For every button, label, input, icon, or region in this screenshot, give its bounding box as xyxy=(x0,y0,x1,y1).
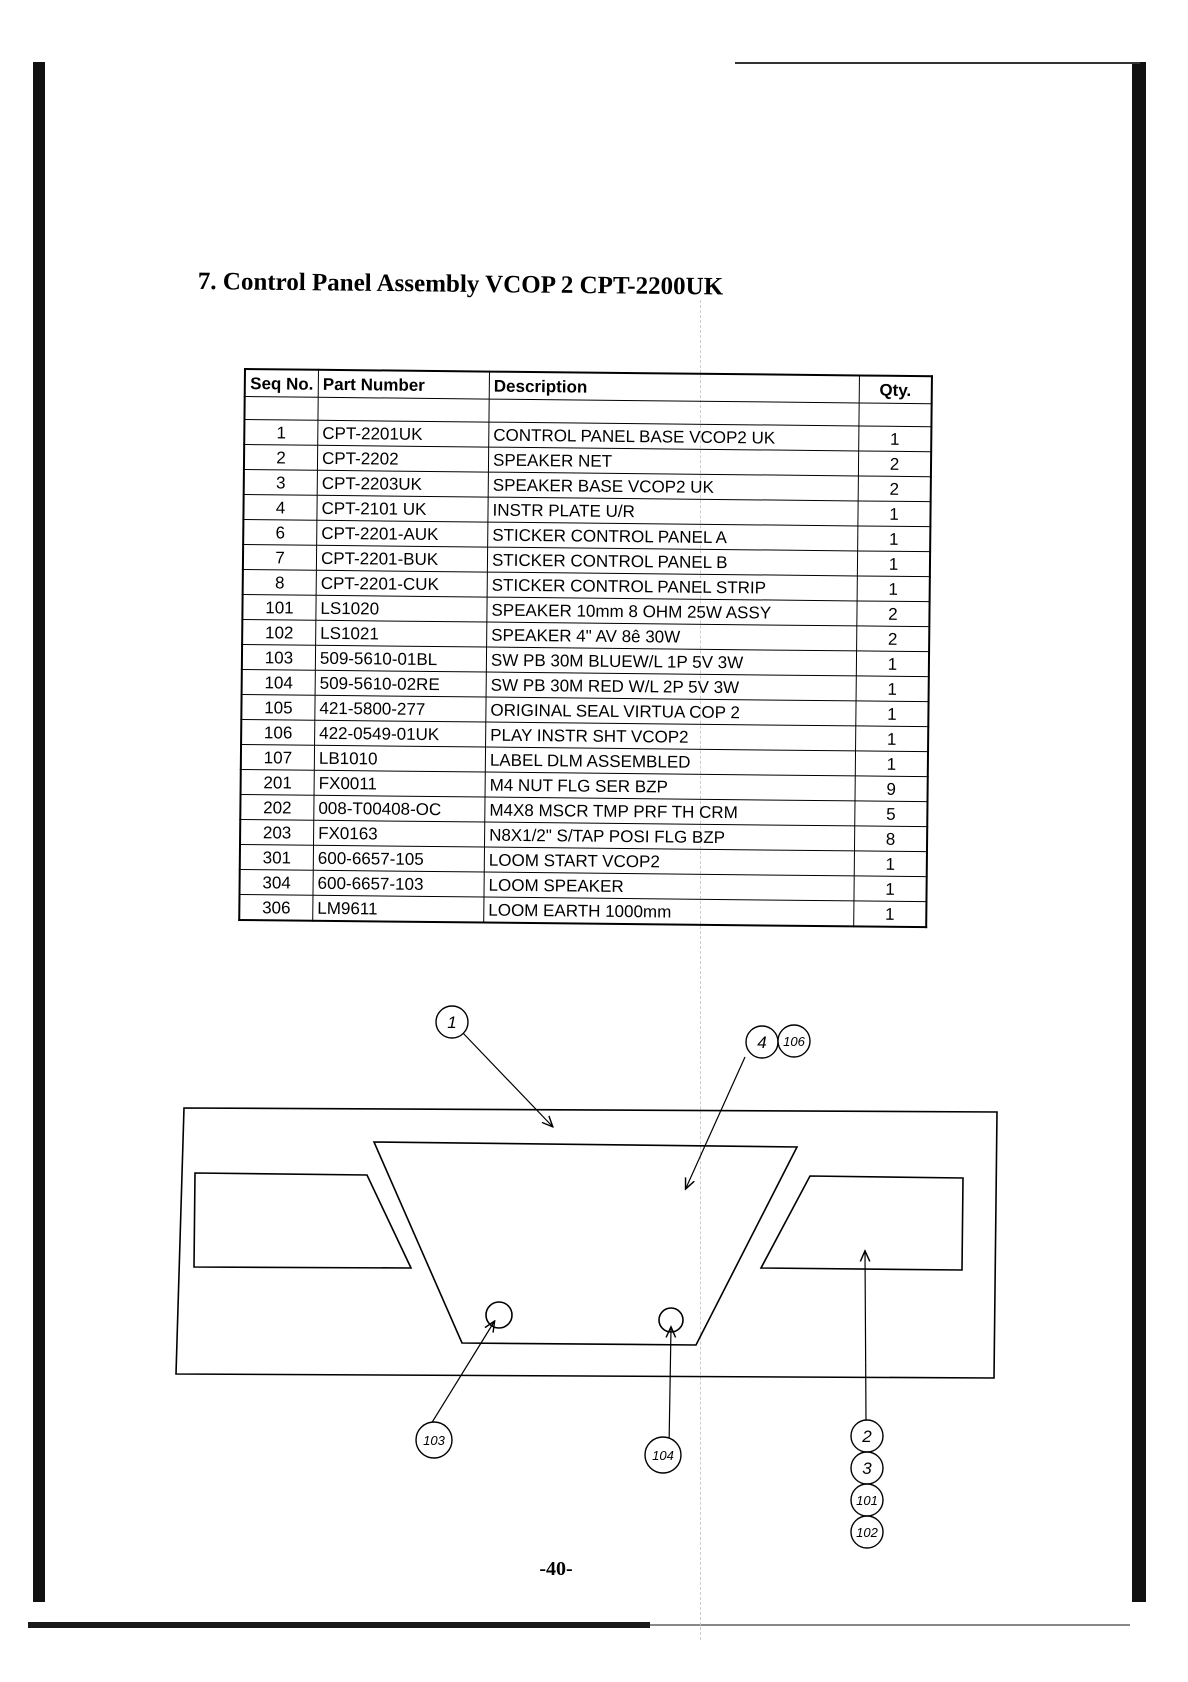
part-number-cell: 509-5610-01BL xyxy=(315,645,486,672)
page-number: -40- xyxy=(539,1558,573,1580)
qty-cell: 2 xyxy=(857,626,930,652)
qty-cell: 1 xyxy=(855,751,928,777)
description-cell: ORIGINAL SEAL VIRTUA COP 2 xyxy=(486,697,856,726)
seq-cell: 102 xyxy=(242,619,316,645)
seq-cell: 101 xyxy=(242,594,316,620)
part-number-cell: CPT-2201-BUK xyxy=(316,545,487,572)
qty-cell: 1 xyxy=(856,676,929,702)
part-number-cell: CPT-2201UK xyxy=(318,420,489,447)
leader-line-104 xyxy=(669,1328,671,1447)
seq-cell: 4 xyxy=(243,495,317,521)
callout-103-label: 103 xyxy=(423,1433,445,1448)
qty-cell: 1 xyxy=(859,426,932,452)
leader-line-1 xyxy=(462,1032,552,1126)
description-cell: SW PB 30M RED W/L 2P 5V 3W xyxy=(486,672,856,701)
qty-cell: 1 xyxy=(858,501,931,527)
seq-cell: 7 xyxy=(243,545,317,571)
callout-101-label: 101 xyxy=(856,1493,878,1508)
leader-line-4 xyxy=(686,1057,745,1188)
qty-cell: 1 xyxy=(856,701,929,727)
seq-cell: 201 xyxy=(241,769,315,795)
right-speaker-area xyxy=(761,1176,963,1270)
header-description: Description xyxy=(489,372,859,403)
description-cell: LOOM EARTH 1000mm xyxy=(484,897,854,926)
seq-cell: 104 xyxy=(242,669,316,695)
callout-3 xyxy=(851,1452,883,1484)
qty-cell: 1 xyxy=(854,851,927,877)
description-cell: M4 NUT FLG SER BZP xyxy=(485,772,855,801)
description-cell: SPEAKER 4" AV 8ê 30W xyxy=(487,622,857,651)
seq-cell: 203 xyxy=(240,819,314,845)
part-number-cell: LM9611 xyxy=(313,895,484,922)
description-cell: SW PB 30M BLUEW/L 1P 5V 3W xyxy=(486,647,856,676)
part-number-cell: 421-5800-277 xyxy=(315,695,486,722)
qty-cell: 1 xyxy=(858,526,931,552)
leader-line-103 xyxy=(423,1322,494,1437)
qty-cell: 1 xyxy=(857,551,930,577)
qty-cell: 8 xyxy=(854,826,927,852)
callout-1-label: 1 xyxy=(447,1013,457,1032)
part-number-cell: FX0011 xyxy=(314,770,485,797)
qty-cell: 9 xyxy=(855,776,928,802)
description-cell: LABEL DLM ASSEMBLED xyxy=(485,747,855,776)
control-panel-base xyxy=(176,1108,997,1378)
seq-cell: 306 xyxy=(239,894,313,920)
seq-cell: 107 xyxy=(241,744,315,770)
part-number-cell: FX0163 xyxy=(314,820,485,847)
header-qty: Qty. xyxy=(859,375,932,403)
part-number-cell: 600-6657-103 xyxy=(313,870,484,897)
qty-cell: 2 xyxy=(857,601,930,627)
part-number-cell: 600-6657-105 xyxy=(313,845,484,872)
part-number-cell: 422-0549-01UK xyxy=(315,720,486,747)
part-number-cell: CPT-2201-CUK xyxy=(316,570,487,597)
seq-cell: 304 xyxy=(239,869,313,895)
qty-cell: 1 xyxy=(856,651,929,677)
seq-cell: 2 xyxy=(244,445,318,471)
description-cell: LOOM START VCOP2 xyxy=(484,847,854,876)
seq-cell: 105 xyxy=(241,694,315,720)
description-cell: CONTROL PANEL BASE VCOP2 UK xyxy=(489,422,859,451)
part-number-cell: CPT-2201-AUK xyxy=(317,520,488,547)
description-cell: SPEAKER 10mm 8 OHM 25W ASSY xyxy=(487,597,857,626)
description-cell: STICKER CONTROL PANEL B xyxy=(487,547,857,576)
callout-101 xyxy=(851,1484,883,1516)
callout-102 xyxy=(851,1516,883,1548)
seq-cell: 202 xyxy=(240,794,314,820)
callout-4 xyxy=(746,1026,778,1058)
callout-106-label: 106 xyxy=(783,1034,805,1049)
callout-2-label: 2 xyxy=(862,1427,872,1446)
qty-cell: 5 xyxy=(855,801,928,827)
description-cell: SPEAKER NET xyxy=(488,447,858,476)
part-number-cell: LS1021 xyxy=(316,620,487,647)
seq-cell: 301 xyxy=(240,844,314,870)
part-number-cell: CPT-2203UK xyxy=(317,470,488,497)
callout-1 xyxy=(436,1006,468,1038)
seq-cell: 106 xyxy=(241,719,315,745)
seq-cell: 3 xyxy=(244,470,318,496)
seq-cell: 1 xyxy=(244,420,318,446)
callout-104-label: 104 xyxy=(652,1448,674,1463)
callout-103 xyxy=(416,1422,452,1458)
header-seq-no: Seq No. xyxy=(245,369,319,397)
instruction-plate xyxy=(374,1142,797,1345)
left-speaker-area xyxy=(194,1173,411,1268)
callout-102-label: 102 xyxy=(856,1525,878,1540)
callout-3-label: 3 xyxy=(862,1459,872,1478)
blue-button xyxy=(486,1302,512,1328)
part-number-cell: 008-T00408-OC xyxy=(314,795,485,822)
callout-2 xyxy=(851,1420,883,1452)
part-number-cell: CPT-2202 xyxy=(317,445,488,472)
description-cell: STICKER CONTROL PANEL STRIP xyxy=(487,572,857,601)
qty-cell: 2 xyxy=(858,451,931,477)
description-cell: LOOM SPEAKER xyxy=(484,872,854,901)
description-cell: STICKER CONTROL PANEL A xyxy=(488,522,858,551)
seq-cell: 6 xyxy=(243,520,317,546)
description-cell: PLAY INSTR SHT VCOP2 xyxy=(486,722,856,751)
qty-cell: 1 xyxy=(857,576,930,602)
part-number-cell: LB1010 xyxy=(314,745,485,772)
seq-cell: 103 xyxy=(242,644,316,670)
callout-4-label: 4 xyxy=(757,1033,767,1052)
leader-line-2 xyxy=(865,1252,866,1420)
callout-106 xyxy=(778,1025,810,1057)
header-part-number: Part Number xyxy=(318,370,489,399)
seq-cell: 8 xyxy=(243,569,317,595)
description-cell: M4X8 MSCR TMP PRF TH CRM xyxy=(485,797,855,826)
description-cell: N8X1/2" S/TAP POSI FLG BZP xyxy=(484,822,854,851)
description-cell: SPEAKER BASE VCOP2 UK xyxy=(488,472,858,501)
part-number-cell: 509-5610-02RE xyxy=(315,670,486,697)
qty-cell: 2 xyxy=(858,476,931,502)
page-title: 7. Control Panel Assembly VCOP 2 CPT-2200UK xyxy=(197,268,724,301)
qty-cell: 1 xyxy=(854,901,927,927)
qty-cell: 1 xyxy=(854,876,927,902)
part-number-cell: LS1020 xyxy=(316,595,487,622)
description-cell: INSTR PLATE U/R xyxy=(488,497,858,526)
callout-104 xyxy=(645,1437,681,1473)
qty-cell: 1 xyxy=(856,726,929,752)
part-number-cell: CPT-2101 UK xyxy=(317,495,488,522)
